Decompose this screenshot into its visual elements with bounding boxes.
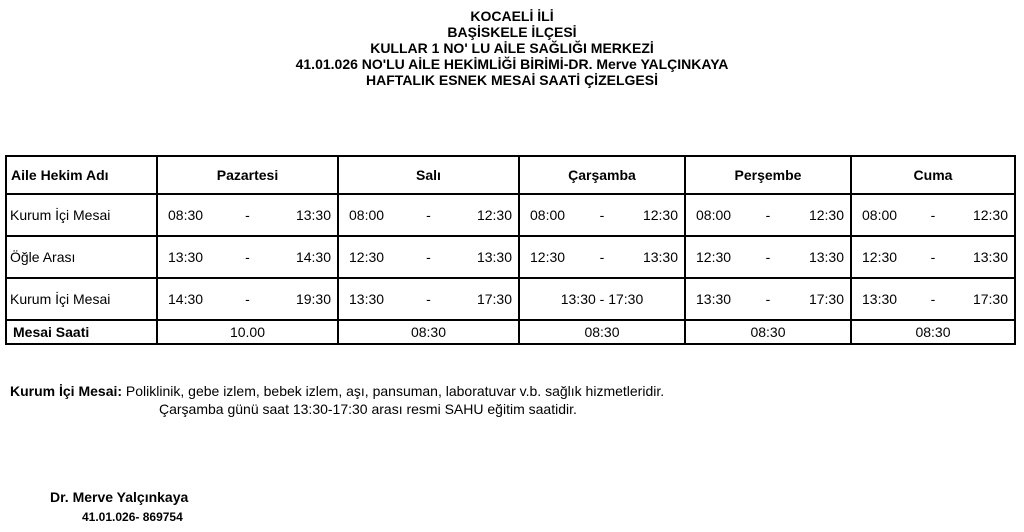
end-time: 12:30: [808, 207, 844, 223]
end-time: 12:30: [972, 207, 1008, 223]
time-separator: -: [599, 207, 605, 223]
start-time: 08:30: [168, 207, 204, 223]
end-time: 19:30: [295, 291, 331, 307]
column-header-physician: Aile Hekim Adı: [6, 156, 157, 194]
end-time: 13:30: [642, 249, 678, 265]
health-center-title: KULLAR 1 NO' LU AİLE SAĞLIĞI MERKEZİ: [370, 40, 654, 56]
time-cell: [685, 194, 851, 236]
total-hours-value: 08:30: [685, 320, 851, 344]
time-cell: [685, 236, 851, 278]
end-time: 17:30: [972, 291, 1008, 307]
time-separator: -: [426, 291, 431, 307]
time-separator: -: [765, 249, 771, 265]
row-label: Kurum İçi Mesai: [6, 194, 157, 236]
time-separator: -: [930, 291, 936, 307]
total-hours-label: Mesai Saati: [6, 320, 157, 344]
column-header-tuesday: Salı: [338, 156, 519, 194]
end-time: 17:30: [808, 291, 844, 307]
total-hours-value: 08:30: [851, 320, 1015, 344]
time-cell: [851, 278, 1015, 320]
table-row: [6, 278, 1015, 320]
start-time: 13:30: [349, 291, 385, 307]
schedule-title: HAFTALIK ESNEK MESAİ SAATİ ÇİZELGESİ: [366, 72, 658, 88]
time-separator: -: [930, 249, 936, 265]
start-time: 13:30: [862, 291, 898, 307]
time-separator: -: [599, 249, 605, 265]
notes-section: [10, 382, 664, 418]
time-cell: [338, 194, 519, 236]
row-label: Öğle Arası: [6, 236, 157, 278]
time-separator: -: [426, 207, 431, 223]
table-row: [6, 194, 1015, 236]
start-time: 08:00: [862, 207, 898, 223]
time-separator: -: [426, 249, 431, 265]
column-header-wednesday: Çarşamba: [519, 156, 685, 194]
note-label: Kurum İçi Mesai:: [10, 383, 123, 399]
end-time: 13:30: [295, 207, 331, 223]
time-cell: [338, 278, 519, 320]
time-separator: -: [245, 291, 250, 307]
start-time: 08:00: [349, 207, 385, 223]
row-label: Kurum İçi Mesai: [6, 278, 157, 320]
start-time: 13:30: [696, 291, 732, 307]
note-text: Poliklinik, gebe izlem, bebek izlem, aşı, pansuman, laboratuvar v.b. sağlık hizmetleridir.: [125, 383, 665, 399]
schedule-table: [5, 155, 1016, 345]
table-row: [6, 236, 1015, 278]
time-cell: 13:30 - 17:30: [519, 278, 685, 320]
time-separator: -: [245, 207, 250, 223]
time-cell: [157, 236, 338, 278]
time-cell: [338, 236, 519, 278]
time-cell: [157, 278, 338, 320]
unit-title: 41.01.026 NO'LU AİLE HEKİMLİĞİ BİRİMİ-DR. Merve YALÇINKAYA: [295, 56, 729, 72]
end-time: 17:30: [476, 291, 512, 307]
end-time: 12:30: [642, 207, 678, 223]
column-header-monday: Pazartesi: [157, 156, 338, 194]
table-header-row: [6, 156, 1015, 194]
note-line-2: Çarşamba günü saat 13:30-17:30 arası resmi SAHU eğitim saatidir.: [159, 401, 577, 417]
time-cell: [685, 278, 851, 320]
start-time: 08:00: [696, 207, 732, 223]
end-time: 13:30: [972, 249, 1008, 265]
note-line-1: [10, 382, 664, 400]
district-title: BAŞİSKELE İLÇESİ: [447, 24, 577, 40]
time-cell: [519, 236, 685, 278]
document-header: [0, 8, 1024, 88]
start-time: 12:30: [530, 249, 566, 265]
time-separator: -: [765, 207, 771, 223]
province-title: KOCAELİ İLİ: [470, 8, 554, 24]
physician-code: 41.01.026- 869754: [82, 510, 183, 524]
start-time: 12:30: [696, 249, 732, 265]
start-time: 13:30: [168, 249, 204, 265]
time-separator: -: [245, 249, 250, 265]
end-time: 12:30: [476, 207, 512, 223]
time-cell: [157, 194, 338, 236]
start-time: 12:30: [862, 249, 898, 265]
start-time: 14:30: [168, 291, 204, 307]
time-separator: -: [765, 291, 771, 307]
column-header-thursday: Perşembe: [685, 156, 851, 194]
time-cell: [851, 194, 1015, 236]
start-time: 12:30: [349, 249, 385, 265]
total-hours-value: 10.00: [157, 320, 338, 344]
end-time: 13:30: [476, 249, 512, 265]
time-cell: [851, 236, 1015, 278]
column-header-friday: Cuma: [851, 156, 1015, 194]
time-cell: [519, 194, 685, 236]
physician-name: Dr. Merve Yalçınkaya: [50, 489, 189, 505]
end-time: 14:30: [295, 249, 331, 265]
time-separator: -: [930, 207, 936, 223]
total-hours-value: 08:30: [519, 320, 685, 344]
total-hours-row: [6, 320, 1015, 344]
start-time: 08:00: [530, 207, 566, 223]
signature-block: [50, 488, 188, 525]
end-time: 13:30: [808, 249, 844, 265]
total-hours-value: 08:30: [338, 320, 519, 344]
